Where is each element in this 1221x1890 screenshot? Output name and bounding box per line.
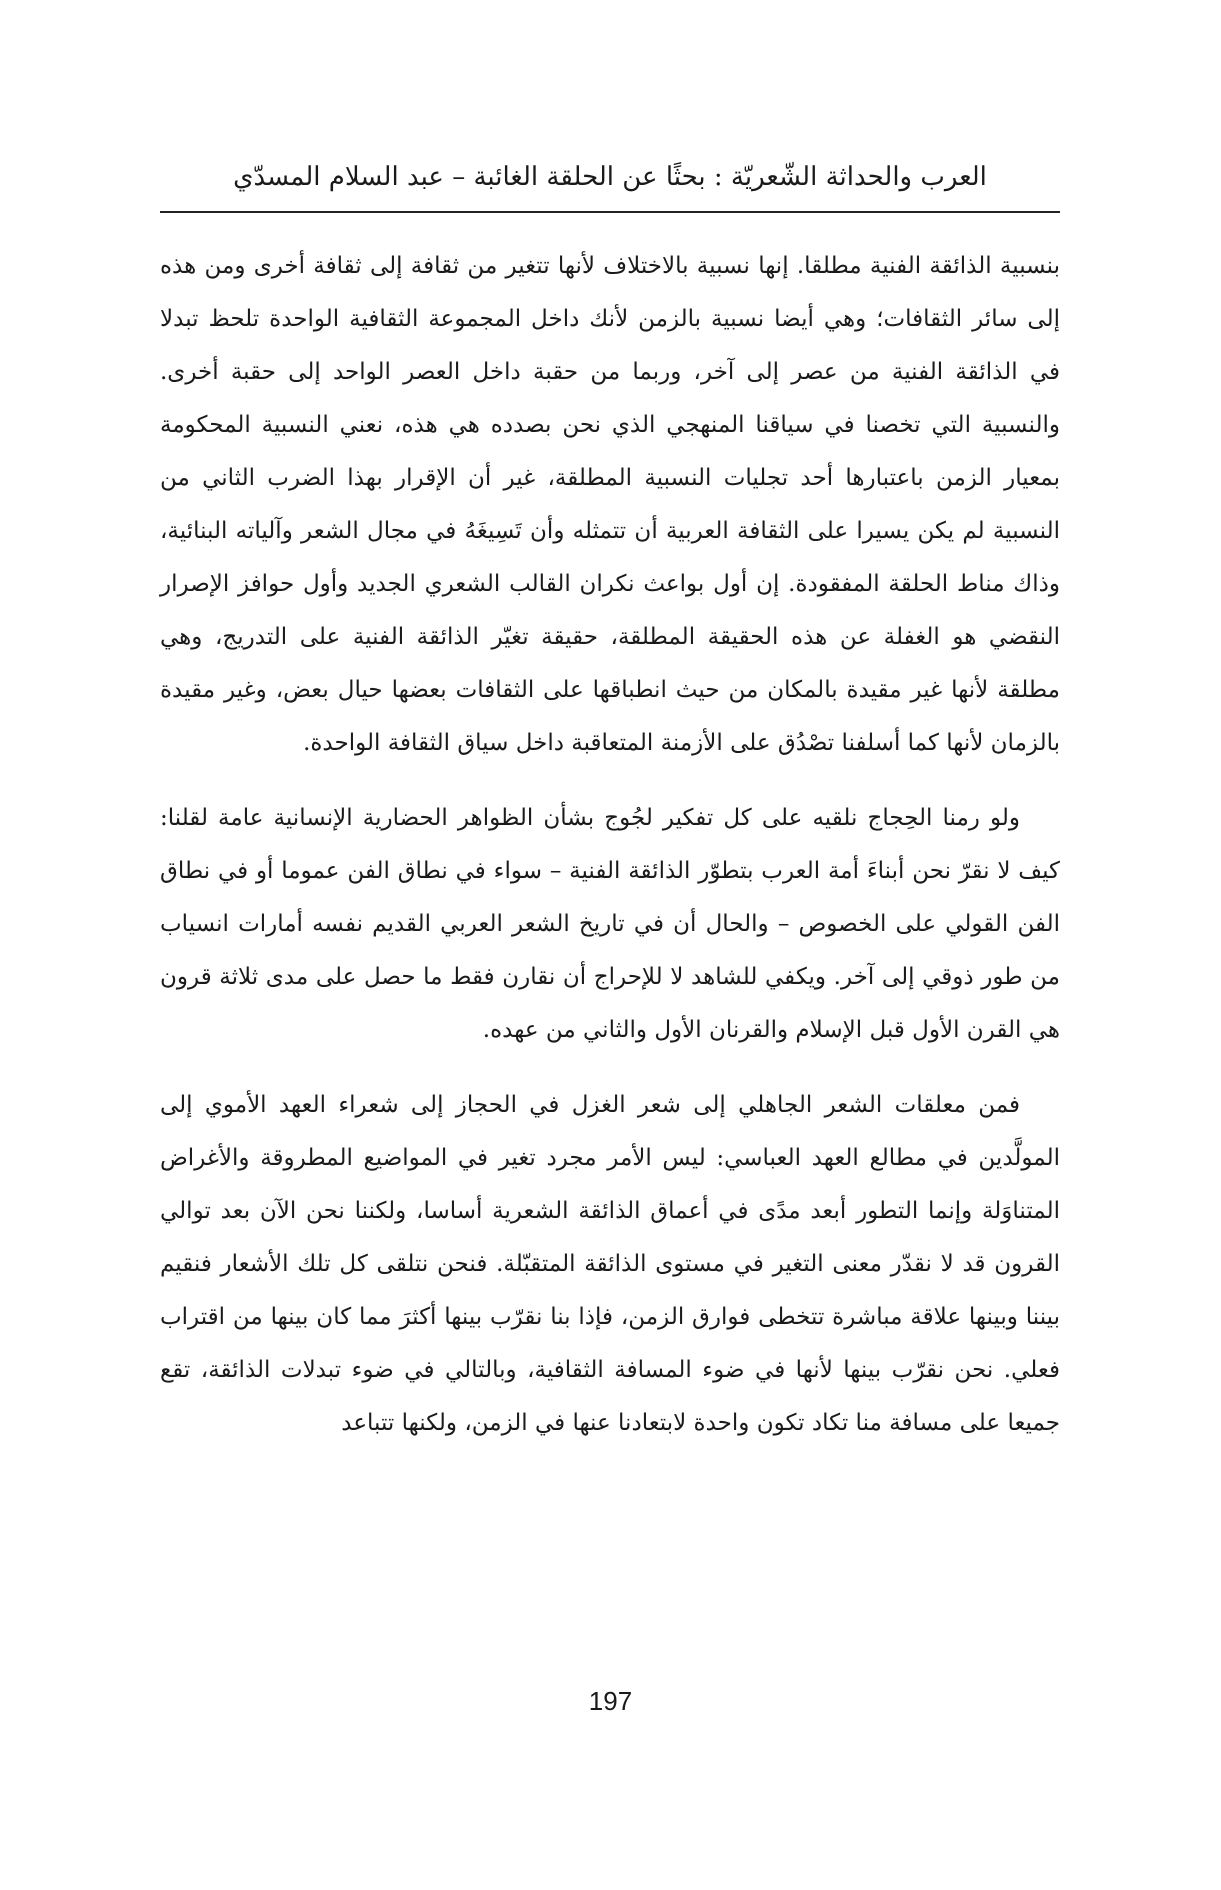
page-number: 197 [588,1686,633,1716]
paragraph-2: ولو رمنا الحِجاج نلقيه على كل تفكير لجُوج بشأن الظواهر الحضارية الإنسانية عامة لقلنا: كيف لا نقرّ نحن أبناءَ أمة العرب بتطوّر الذائقة الفنية – سواء في نطاق الفن عموما أو في نطاق الفن القولي على الخصوص – والحال أن في تاريخ الشعر العربي القديم نفسه أمارات انسياب من طور ذوقي إلى آخر. ويكفي للشاهد لا للإحراج أن نقارن فقط ما حصل على مدى ثلاثة قرون هي القرن الأول قبل الإسلام والقرنان الأول والثاني من عهده. [160,805,1060,1043]
running-header: العرب والحداثة الشّعريّة : بحثًا عن الحلقة الغائبة – عبد السلام المسدّي [233,162,987,192]
header-divider [160,211,1060,213]
body-text [160,240,1060,1450]
paragraph-1: بنسبية الذائقة الفنية مطلقا. إنها نسبية بالاختلاف لأنها تتغير من ثقافة إلى ثقافة أخرى ومن هذه إلى سائر الثقافات؛ وهي أيضا نسبية بالزمن لأنك داخل المجموعة الثقافية الواحدة تلحظ تبدلا في الذائقة الفنية من عصر إلى آخر، وربما من حقبة داخل العصر الواحد إلى حقبة أخرى. والنسبية التي تخصنا في سياقنا المنهجي الذي نحن بصدده هي هذه، نعني النسبية المحكومة بمعيار الزمن باعتبارها أحد تجليات النسبية المطلقة، غير أن الإقرار بهذا الضرب الثاني من النسبية لم يكن يسيرا على الثقافة العربية أن تتمثله وأن تَسِيغَهُ في مجال الشعر وآلياته البنائية، وذاك مناط الحلقة المفقودة. إن أول بواعث نكران القالب الشعري الجديد وأول حوافز الإصرار النقضي هو الغفلة عن هذه الحقيقة المطلقة، حقيقة تغيّر الذائقة الفنية على التدريج، وهي مطلقة لأنها غير مقيدة بالمكان من حيث انطباقها على الثقافات بعضها حيال بعض، وغير مقيدة بالزمان لأنها كما أسلفنا تصْدُق على الأزمنة المتعاقبة داخل سياق الثقافة الواحدة. [160,253,1060,756]
paragraph-3: فمن معلقات الشعر الجاهلي إلى شعر الغزل في الحجاز إلى شعراء العهد الأموي إلى المولَّدين في مطالع العهد العباسي: ليس الأمر مجرد تغير في المواضيع المطروقة والأغراض المتناوَلة وإنما التطور أبعد مدًى في أعماق الذائقة الشعرية أساسا، ولكننا نحن الآن بعد توالي القرون قد لا نقدّر معنى التغير في مستوى الذائقة المتقبّلة. فنحن نتلقى كل تلك الأشعار فنقيم بيننا وبينها علاقة مباشرة تتخطى فوارق الزمن، فإذا بنا نقرّب بينها أكثرَ مما كان بينها من اقتراب فعلي. نحن نقرّب بينها لأنها في ضوء المسافة الثقافية، وبالتالي في ضوء تبدلات الذائقة، تقع جميعا على مسافة منا تكاد تكون واحدة لابتعادنا عنها في الزمن، ولكنها تتباعد [160,1092,1060,1436]
